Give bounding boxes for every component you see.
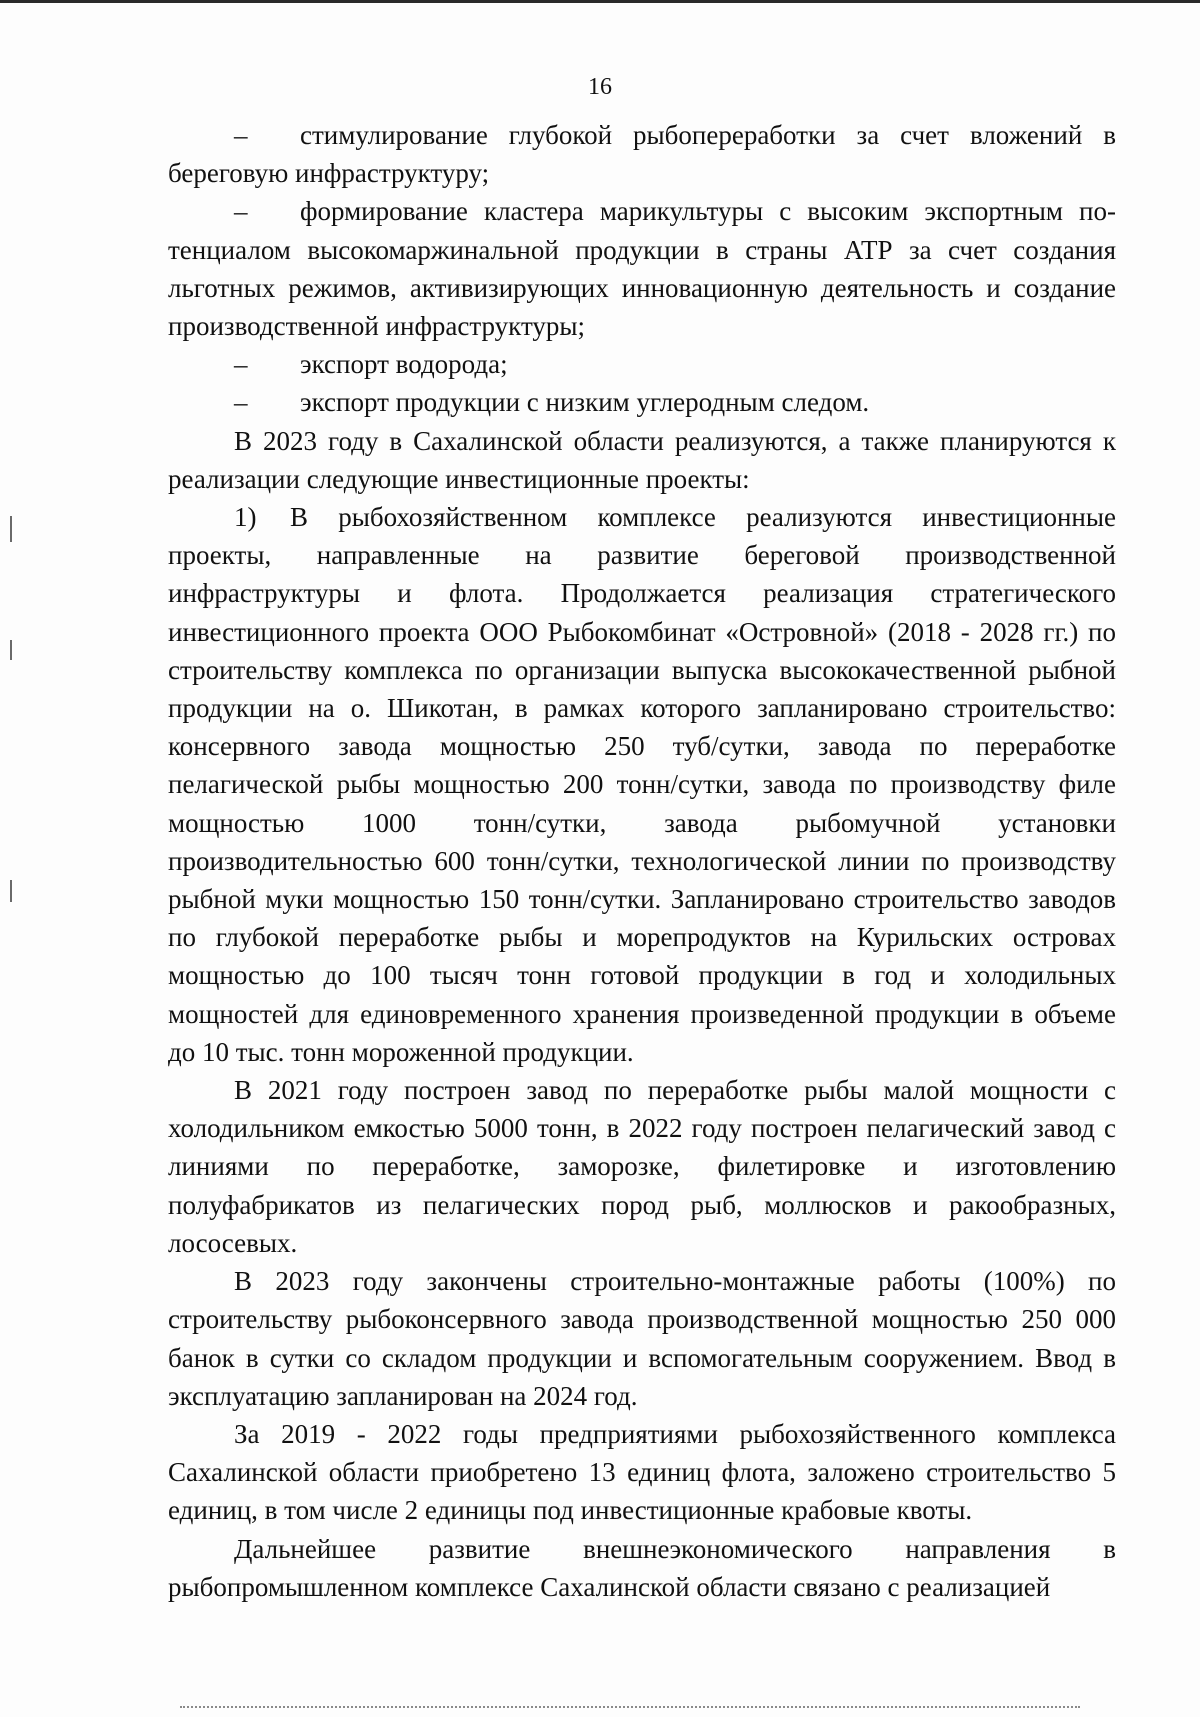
item-text: В рыбохозяйственном комплексе реализуются инвестиционные проекты, направленные на развитие береговой производственной инфраструктуры и флота. Продолжается реализация стратегического инвестиционного проекта ООО Рыбокомбинат «Островной» (2018 - 2028 гг.) по строительству комплекса по организации выпуска высококачественной рыбной продукции на о. Шикотан, в рамках которого запланировано строительство: консервного завода мощностью 250 туб/сутки, завода по переработке пелагической рыбы мощностью 200 тонн/сутки, завода по производству филе мощностью 1000 тонн/сутки, завода рыбомучной установки производительностью 600 тонн/сутки, технологической линии по производству рыбной муки мощностью 150 тонн/сутки. Запланировано строительство заводов по глубокой переработке рыбы и морепродуктов на Курильских островах мощностью до 100 тысяч тонн готовой продукции в год и холодильных мощностей для единовременного хранения произведенной продукции в объеме до 10 тыс. тонн мороженной продукции.	[168, 502, 1116, 1067]
bullet-dash: –	[234, 349, 248, 380]
scan-top-edge	[0, 0, 1200, 3]
scan-bottom-edge	[180, 1706, 1080, 1710]
bullet-item	[168, 345, 1116, 383]
bullet-text: экспорт водорода;	[300, 349, 508, 380]
scan-mark	[10, 880, 12, 902]
bullet-item	[168, 383, 1116, 421]
scan-mark	[10, 516, 12, 542]
page-number: 16	[588, 74, 612, 100]
paragraph-2021: В 2021 году построен завод по переработке рыбы малой мощности с холодильником емкостью 5000 тонн, в 2022 году построен пелагический завод с линиями по переработке, заморозке, филетировке и изготовлению полуфабрикатов из пелагических пород рыб, моллюсков и ракообразных, лососевых.	[168, 1075, 1116, 1258]
bullet-dash: –	[234, 120, 248, 150]
paragraph-final: Дальнейшее развитие внешнеэкономического направления в рыбопромышленном комплексе Сахалинской области связано с реализацией	[168, 1533, 1116, 1602]
bullet-dash: –	[234, 196, 248, 227]
bullet-item	[168, 192, 1116, 345]
paragraph-2023: В 2023 году закончены строительно-монтажные работы (100%) по строительству рыбоконсервного завода производственной мощностью 250 000 банок в сутки со складом продукции и вспомогательным сооружением. Ввод в эксплуатацию запланирован на 2024 год.	[168, 1266, 1116, 1411]
bullet-item	[168, 116, 1116, 192]
bullet-text: экспорт продукции с низким углеродным следом.	[300, 387, 870, 418]
paragraph-fleet: За 2019 - 2022 годы предприятиями рыбохозяйственного комплекса Сахалинской области приобретено 13 единиц флота, заложено строительство 5 единиц, в том числе 2 единицы под инвестиционные крабовые квоты.	[168, 1418, 1116, 1526]
scan-mark	[10, 640, 12, 660]
document-body	[168, 116, 1116, 1606]
intro-paragraph: В 2023 году в Сахалинской области реализуются, а также планируются к реализации следующие инвестиционные проекты:	[168, 425, 1116, 494]
item-number: 1)	[234, 502, 257, 533]
numbered-item	[168, 498, 1116, 1071]
bullet-text: стимулирование глубокой рыбопереработки за счет вложений в береговую инфраструктуру;	[168, 120, 1116, 189]
bullet-dash: –	[234, 387, 248, 418]
bullet-text: формирование кластера марикультуры с высоким экспортным потенциалом высокомаржинальной продукции в страны АТР за счет создания льготных режимов, активизирующих инновационную деятельность и создание производственной инфраструктуры;	[168, 196, 1116, 342]
